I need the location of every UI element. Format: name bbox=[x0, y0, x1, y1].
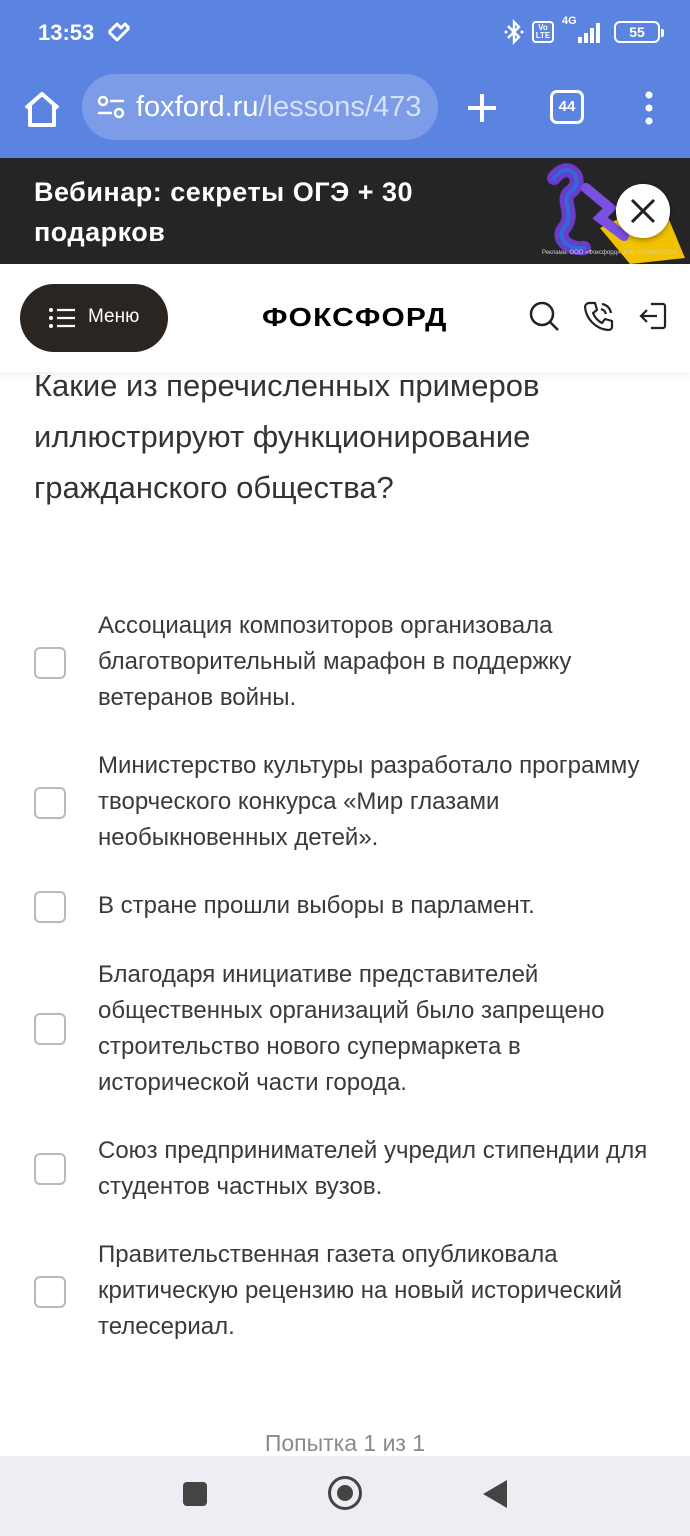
browser-toolbar bbox=[0, 64, 690, 158]
url-text[interactable] bbox=[136, 91, 421, 124]
network-type: 4G bbox=[562, 15, 577, 27]
option-checkbox[interactable] bbox=[34, 1153, 66, 1185]
question-text: Какие из перечисленных примеров иллюстрируют функционирование гражданского общества? bbox=[34, 368, 540, 505]
option-checkbox[interactable] bbox=[34, 1276, 66, 1308]
option-label[interactable]: Министерство культуры разработало программу творческого конкурса «Мир глазами необыкновенных детей». bbox=[98, 752, 640, 851]
option-label[interactable]: В стране прошли выборы в парламент. bbox=[98, 892, 535, 919]
attempts-counter: Попытка 1 из 1 bbox=[264, 1430, 426, 1456]
menu-label: Меню bbox=[88, 306, 140, 327]
url-path: /lessons/473 bbox=[258, 91, 422, 123]
address-bar[interactable] bbox=[82, 74, 438, 140]
option-label[interactable]: Ассоциация композиторов организовала благотворительный марафон в поддержку ветеранов войны. bbox=[98, 612, 572, 711]
option-label[interactable]: Благодаря инициативе представителей общественных организаций было запрещено строительство нового супермаркета в исторической части города. bbox=[98, 961, 605, 1096]
option-label[interactable]: Союз предпринимателей учредил стипендии для студентов частных вузов. bbox=[98, 1137, 648, 1200]
site-header bbox=[0, 264, 690, 372]
battery-icon: 55 bbox=[614, 21, 660, 43]
ad-banner[interactable] bbox=[0, 158, 690, 264]
search-icon[interactable] bbox=[528, 300, 560, 332]
ad-title[interactable]: Вебинар: секреты ОГЭ + 30 подарков bbox=[34, 177, 414, 247]
status-time: 13:53 bbox=[38, 20, 95, 45]
option-checkbox[interactable] bbox=[34, 647, 66, 679]
site-logo[interactable]: ФОКСФОРД bbox=[262, 302, 448, 332]
home-nav-icon[interactable] bbox=[328, 1476, 362, 1510]
home-icon[interactable] bbox=[20, 88, 64, 132]
bluetooth-icon bbox=[504, 19, 524, 45]
more-vert-icon[interactable] bbox=[634, 86, 664, 130]
menu-button[interactable] bbox=[20, 284, 168, 352]
signal-icon bbox=[562, 15, 606, 45]
recents-icon[interactable] bbox=[183, 1482, 207, 1506]
ad-disclaimer: Реклама. ООО «Фоксфорд». Erid: 2Vtzqw7ATGm bbox=[542, 250, 678, 256]
system-nav-bar bbox=[0, 1456, 690, 1536]
sync-icon bbox=[106, 20, 132, 42]
phone-icon[interactable] bbox=[583, 300, 615, 332]
close-icon[interactable] bbox=[616, 184, 670, 238]
tabs-icon[interactable]: 44 bbox=[550, 90, 584, 124]
option-checkbox[interactable] bbox=[34, 787, 66, 819]
plus-icon[interactable] bbox=[462, 88, 502, 128]
login-icon[interactable] bbox=[637, 300, 669, 332]
site-settings-icon[interactable] bbox=[96, 94, 126, 120]
status-icons bbox=[504, 16, 660, 48]
option-checkbox[interactable] bbox=[34, 891, 66, 923]
status-bar bbox=[0, 0, 690, 64]
volte-icon: Vo LTE bbox=[532, 21, 554, 43]
list-menu-icon bbox=[48, 306, 76, 330]
option-checkbox[interactable] bbox=[34, 1013, 66, 1045]
option-label[interactable]: Правительственная газета опубликовала критическую рецензию на новый исторический телесериал. bbox=[98, 1241, 623, 1340]
back-icon[interactable] bbox=[483, 1480, 507, 1508]
url-domain: foxford.ru bbox=[136, 91, 259, 123]
